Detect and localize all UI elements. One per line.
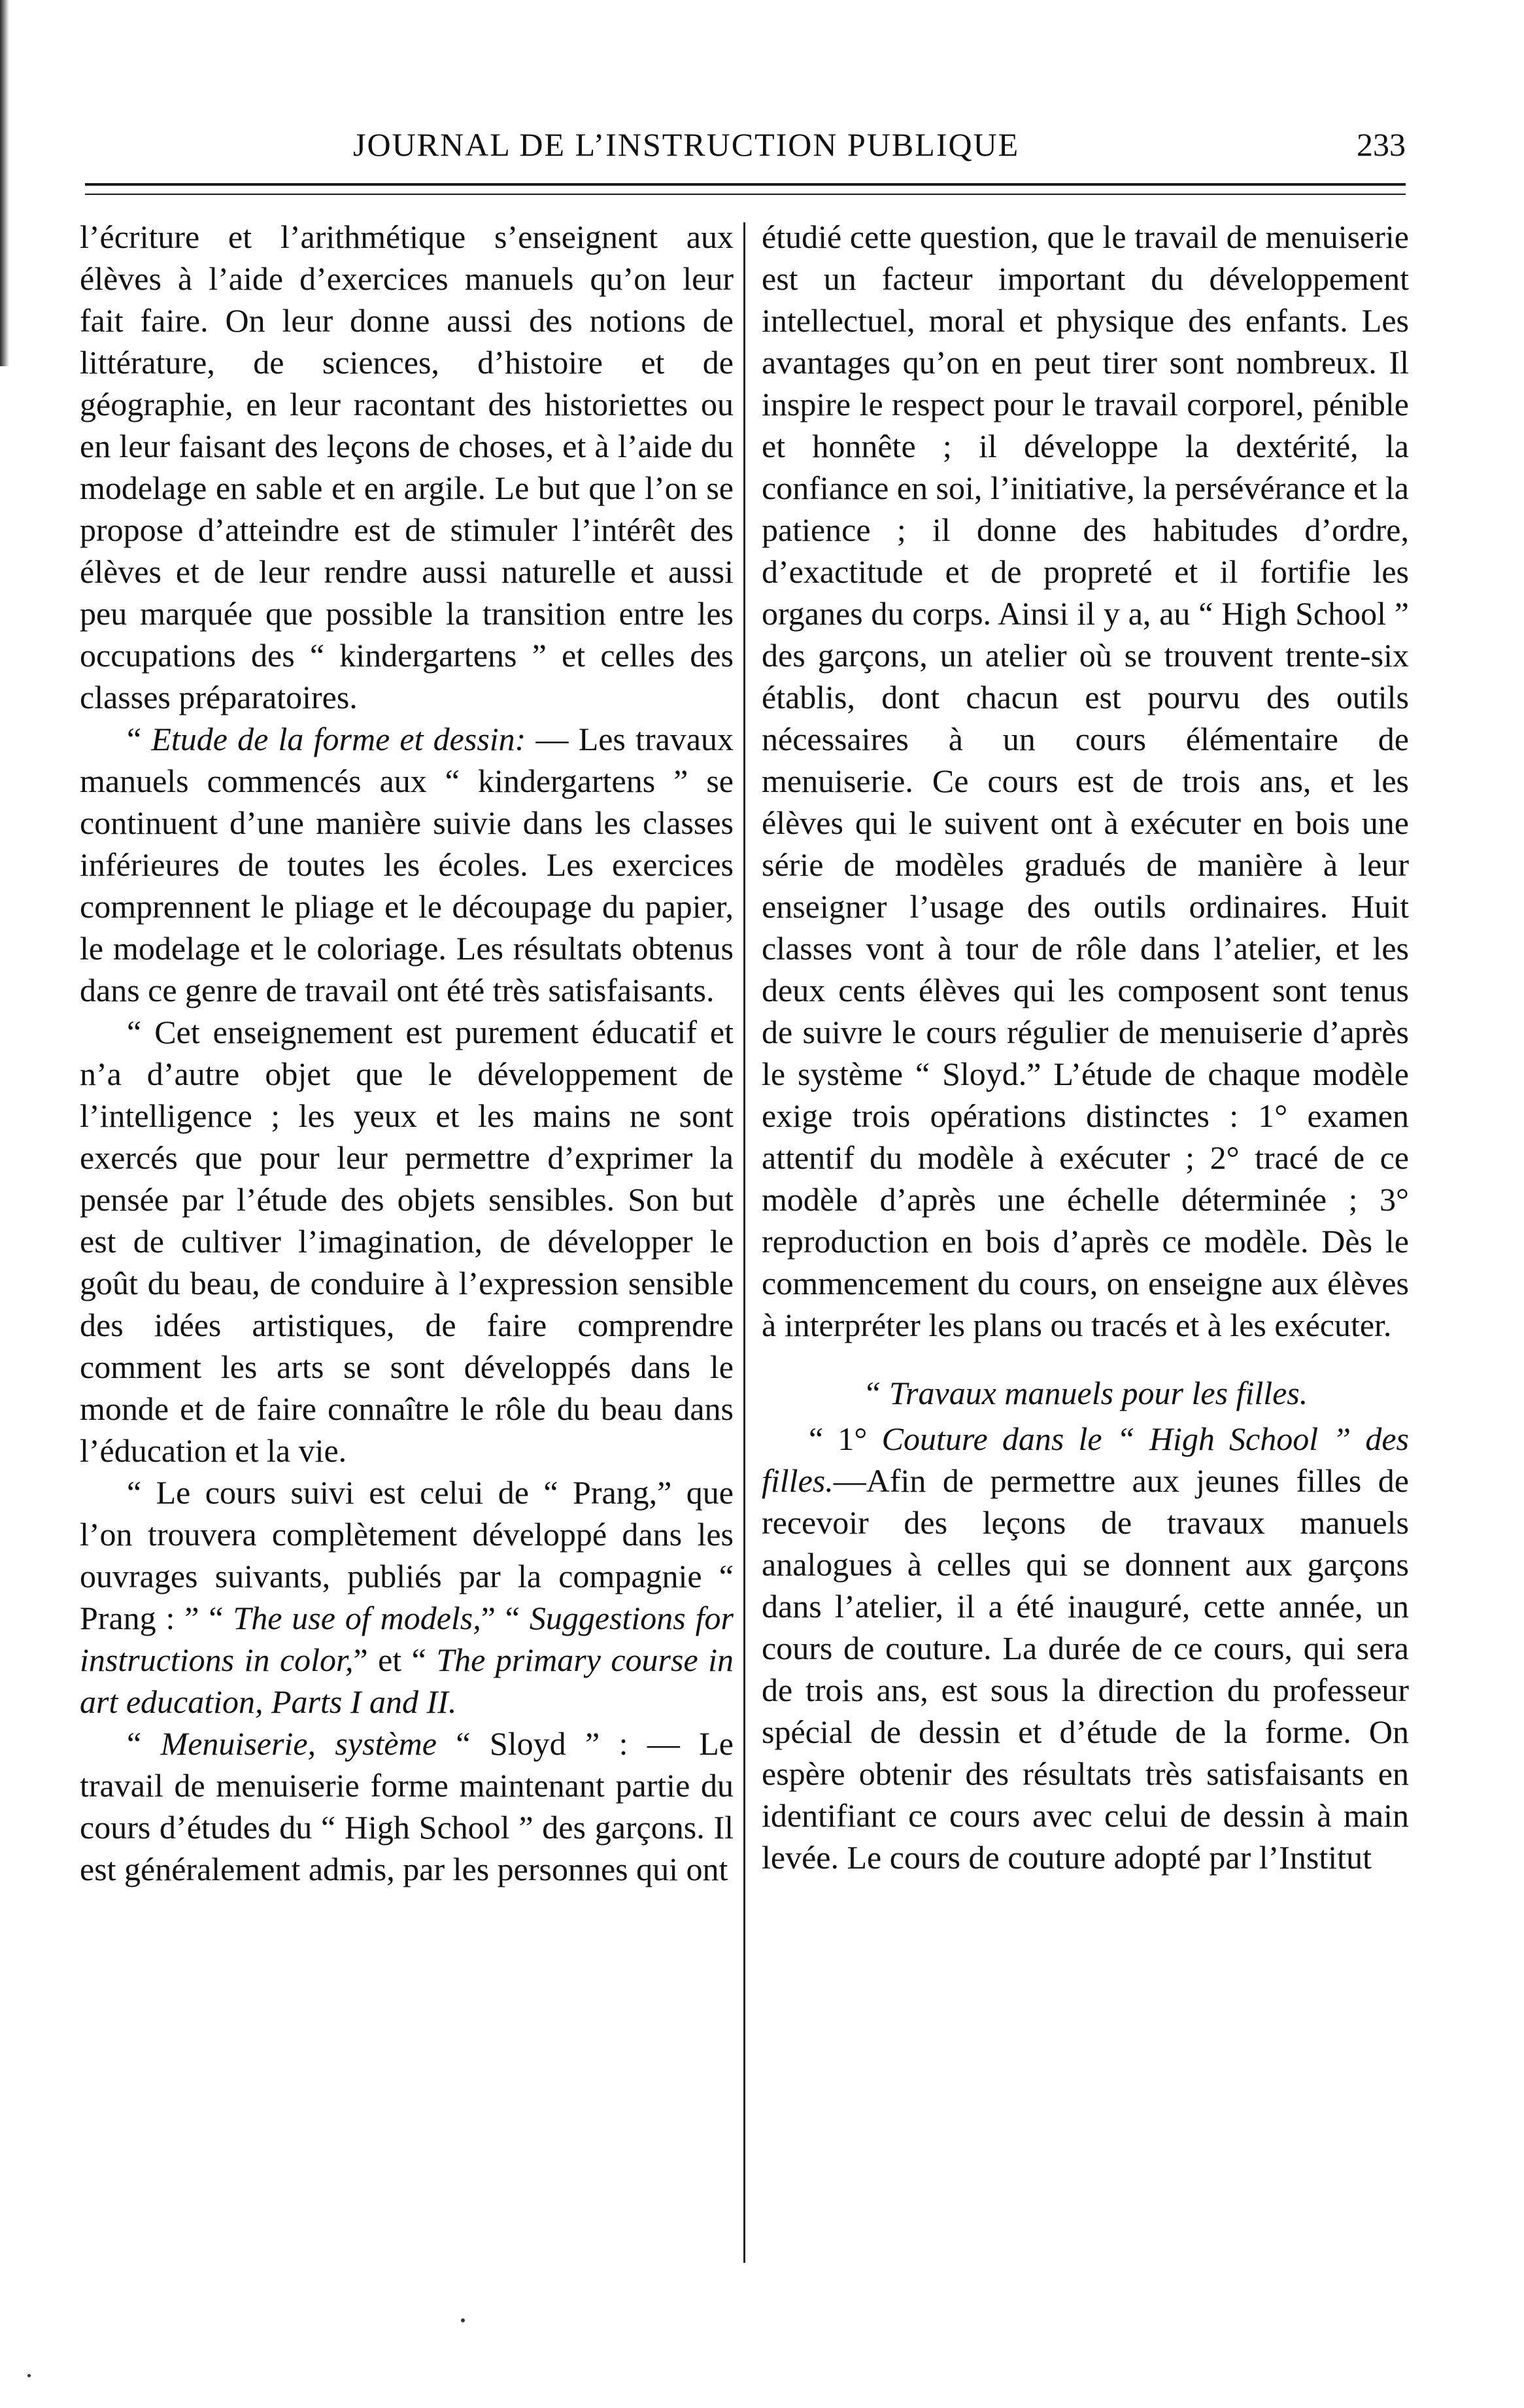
book-title: The use of models,: [233, 1600, 481, 1636]
page-number: 233: [1357, 126, 1406, 163]
book-title: The primary course in art education, Parts I and II.: [80, 1642, 734, 1720]
paragraph-text: —Afin de permettre aux jeunes filles de recevoir des leçons de travaux manuels analogues à celles qui se donnent aux garçons dans l’atelier, il a été inauguré, cette année, un cours de couture. La durée de ce cours, qui sera de trois ans, est sous la direction du professeur spécial de dessin et d’étude de la forme. On espère obtenir des résultats très satisfaisants en identifiant ce cours avec celui de dessin à main levée. Le cours de couture adopté par l’Institut: [762, 1462, 1409, 1876]
running-title: JOURNAL DE L’INSTRUCTION PUBLIQUE: [353, 126, 1020, 163]
section-heading-menuiserie: Menuiserie, système: [160, 1725, 437, 1762]
paragraph-text: “ Le cours suivi est celui de “ Prang,” que l’on trouvera complètement développé dans les ouvrages suivants, publiés par la compagnie “ Prang : ” “: [80, 1474, 734, 1636]
paragraph-forme-dessin: [80, 718, 734, 1011]
paragraph: l’écriture et l’arithmétique s’enseignent aux élèves à l’aide d’exercices manuels qu’on leur fait faire. On leur donne aussi des notions de littérature, de sciences, d’histoire et de géographie, en leur racontant des historiettes ou en leur faisant des leçons de choses, et à l’aide du modelage en sable et en argile. Le but que l’on se propose d’atteindre est de stimuler l’intérêt des élèves et de leur rendre aussi naturelle et aussi peu marquée que possible la transition entre les occupations des “ kindergartens ” et celles des classes préparatoires.: [80, 218, 734, 715]
paragraph: étudié cette question, que le travail de menuiserie est un facteur important du développement intellectuel, moral et physique des enfants. Les avantages qu’on en peut tirer sont nombreux. Il inspire le respect pour le travail corporel, pénible et honnête ; il développe la dextérité, la confiance en soi, l’initiative, la persévérance et la patience ; il donne des habitudes d’ordre, d’exactitude et de propreté et il fortifie les organes du corps. Ainsi il y a, au “ High School ” des garçons, un atelier où se trouvent trente-six établis, dont chacun est pourvu des outils nécessaires à un cours élémentaire de menuiserie. Ce cours est de trois ans, et les élèves qui le suivent ont à exécuter en bois une série de modèles gradués de manière à leur enseigner l’usage des outils ordinaires. Huit classes vont à tour de rôle dans l’atelier, et les deux cents élèves qui les composent sont tenus de suivre le cours régulier de menuiserie d’après le système “ Sloyd.” L’étude de chaque modèle exige trois opérations distinctes : 1° examen attentif du modèle à exécuter ; 2° tracé de ce modèle d’après une échelle déterminée ; 3° reproduction en bois d’après ce modèle. Dès le commencement du cours, on enseigne aux élèves à interpréter les plans ou tracés et à les exécuter.: [762, 218, 1409, 1343]
paragraph-text: — Les travaux manuels commencés aux “ kindergartens ” se continuent d’une manière suivie dans les classes inférieures de toutes les écoles. Les exercices comprennent le pliage et le découpage du papier, le modelage et le coloriage. Les résultats obtenus dans ce genre de travail ont été très satisfaisants.: [80, 721, 734, 1008]
paragraph: “ Cet enseignement est purement éducatif et n’a d’autre objet que le développement de l’intelligence ; les yeux et les mains ne sont exercés que pour leur permettre d’exprimer la pensée par l’étude des objets sensibles. Son but est de cultiver l’imagination, de développer le goût du beau, de conduire à l’expression sensible des idées artistiques, de faire comprendre comment les arts se sont développés dans le monde et de faire connaître le rôle du beau dans l’éducation et la vie.: [80, 1014, 734, 1469]
print-speck: [27, 2374, 31, 2377]
quote-mark: “: [127, 721, 152, 757]
print-speck: [461, 2318, 465, 2322]
section-heading-couture: Couture dans le “ High School ” des filles.: [762, 1420, 1409, 1499]
header-rule-thin: [85, 194, 1406, 195]
paragraph-text: “ Sloyd ” : — Le travail de menuiserie forme maintenant partie du cours d’études du “ High School ” des garçons. Il est généralement admis, par les personnes qui ont: [80, 1725, 734, 1887]
header-rule-thick: [85, 183, 1406, 186]
quote-mark: “: [127, 1725, 161, 1762]
book-title: Suggestions for instructions in color,: [80, 1600, 734, 1678]
paragraph-text: ” et “: [353, 1642, 437, 1678]
paragraph-text: ” “: [481, 1600, 530, 1636]
right-column: [762, 216, 1409, 2276]
left-column: [80, 216, 734, 2276]
paragraph-sloyd: [80, 1723, 734, 1890]
section-heading-forme-dessin: Etude de la forme et dessin:: [151, 721, 526, 757]
paragraph-prang: [80, 1471, 734, 1723]
quote-mark: “ 1°: [809, 1420, 882, 1457]
paragraph-couture: [762, 1418, 1409, 1878]
page-header: [78, 118, 1406, 177]
page-binding-edge: [0, 0, 9, 366]
section-heading-travaux-filles: “ Travaux manuels pour les filles.: [862, 1375, 1308, 1411]
column-divider: [743, 222, 745, 2263]
